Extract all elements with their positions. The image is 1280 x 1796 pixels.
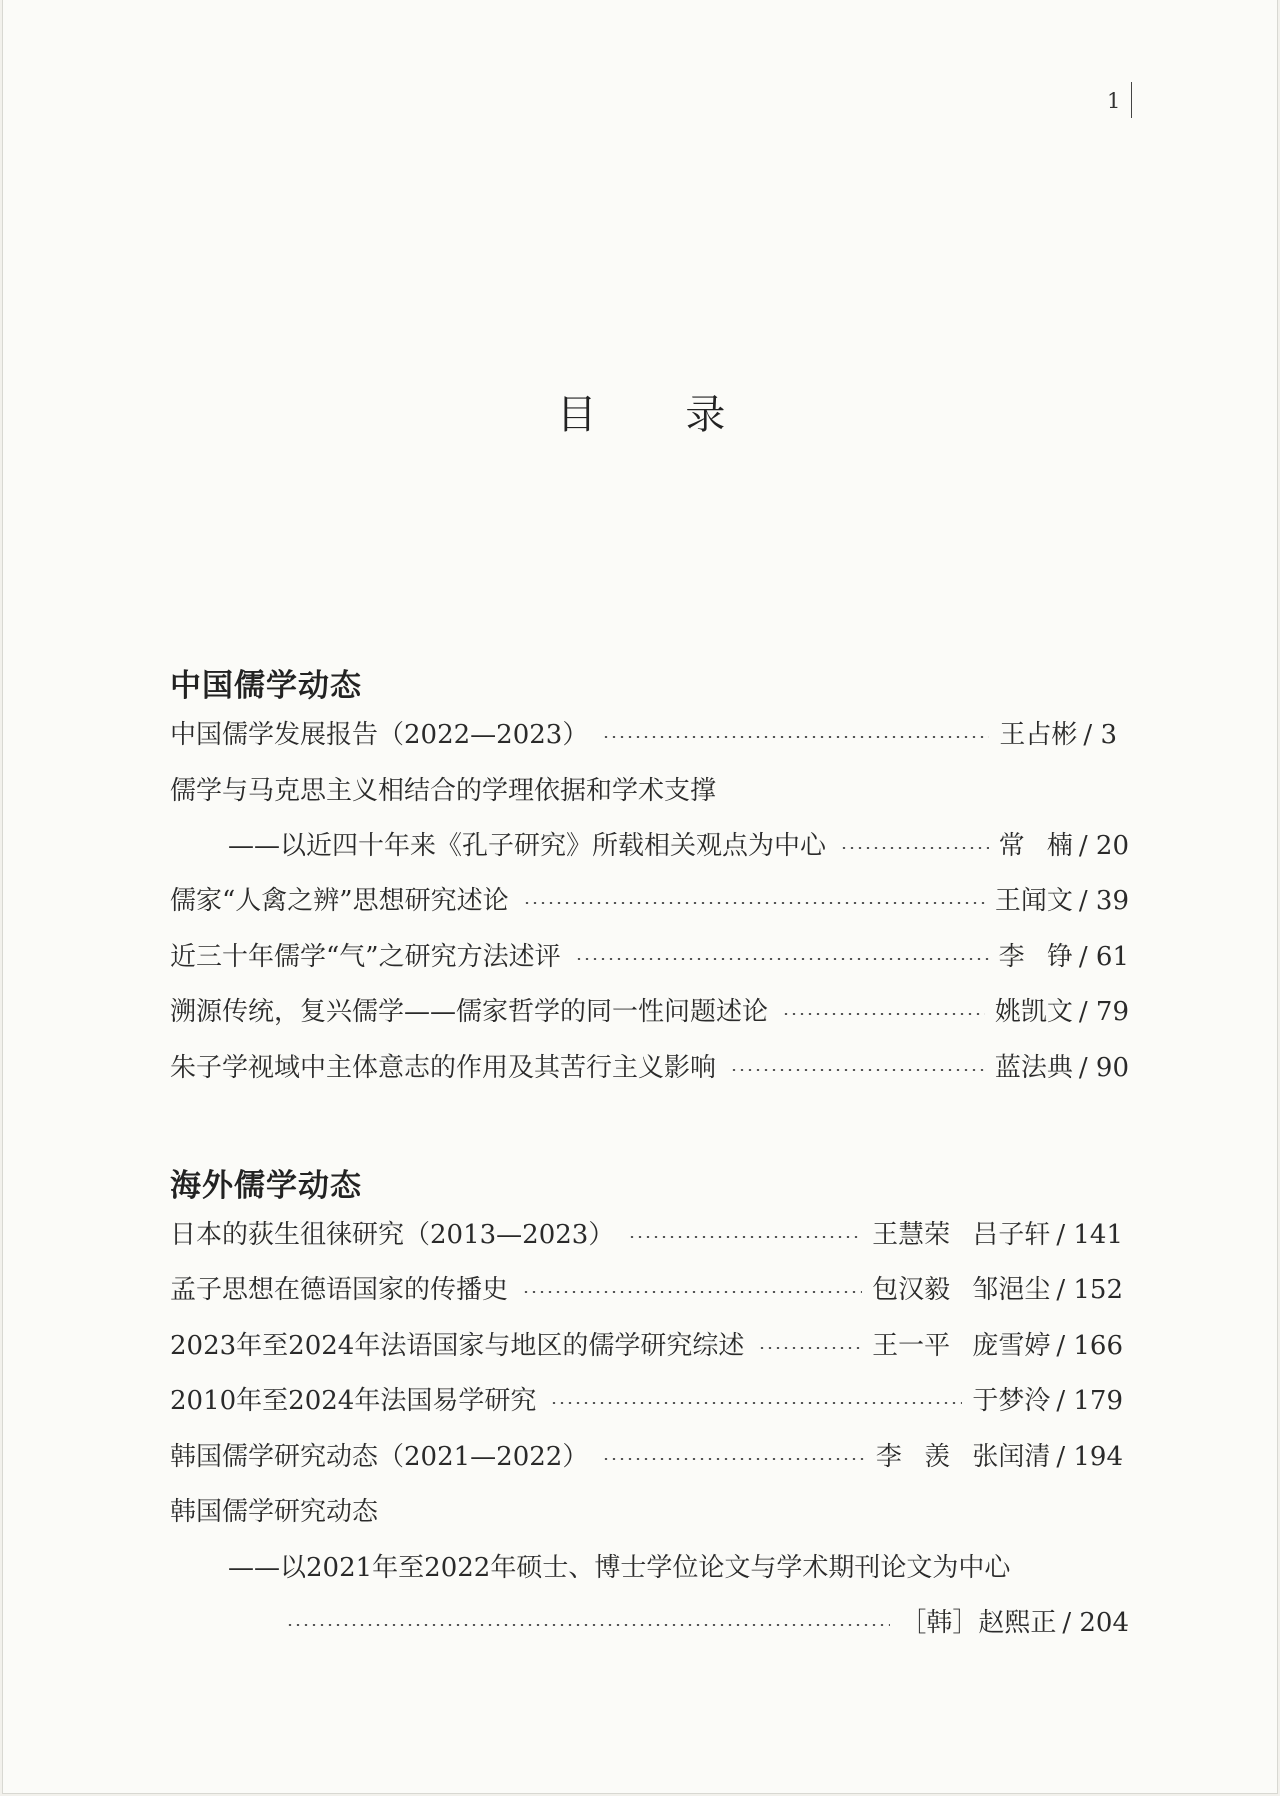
entry-author: 姚凯文	[994, 997, 1073, 1027]
dot-leader	[523, 902, 985, 904]
section-heading: 中国儒学动态	[170, 668, 362, 704]
entry-author: 王闻文	[994, 886, 1073, 916]
entry-page: / 194	[1056, 1442, 1123, 1472]
entry-page: / 141	[1056, 1220, 1123, 1250]
entry-subtitle: ——以2021年至2022年硕士、博士学位论文与学术期刊论文为中心	[228, 1553, 1011, 1583]
document-page	[2, 0, 1278, 1794]
entry-title: 溯源传统，复兴儒学——儒家哲学的同一性问题述论	[170, 997, 769, 1027]
entry-author: 王占彬	[999, 720, 1078, 750]
page-title: 目 录	[556, 392, 764, 438]
toc-entry[interactable]	[170, 715, 1117, 755]
toc-entry[interactable]	[286, 1603, 1129, 1643]
entry-author: 包汉毅 邹浥尘	[872, 1275, 1051, 1305]
entry-title[interactable]: 韩国儒学研究动态	[170, 1497, 379, 1527]
dot-leader	[758, 1347, 862, 1349]
entry-title: 中国儒学发展报告（2022—2023）	[170, 720, 589, 750]
dot-leader	[575, 958, 989, 960]
entry-title: 2010年至2024年法国易学研究	[170, 1386, 537, 1416]
dot-leader	[840, 847, 989, 849]
dot-leader	[602, 736, 989, 738]
section-heading: 海外儒学动态	[170, 1168, 362, 1204]
entry-author: 蓝法典	[994, 1053, 1073, 1083]
entry-page: / 3	[1083, 720, 1117, 750]
entry-title: 日本的荻生徂徕研究（2013—2023）	[170, 1220, 615, 1250]
toc-entry[interactable]	[170, 1437, 1123, 1477]
toc-entry[interactable]	[170, 1215, 1123, 1255]
header-rule	[1131, 82, 1132, 118]
entry-title: 韩国儒学研究动态（2021—2022）	[170, 1442, 589, 1472]
entry-author: 李 羡 张闰清	[875, 1442, 1051, 1472]
entry-page: / 179	[1056, 1386, 1123, 1416]
toc-entry[interactable]	[170, 881, 1129, 921]
toc-entry[interactable]	[170, 1270, 1123, 1310]
dot-leader	[602, 1458, 865, 1460]
entry-page: / 90	[1078, 1053, 1129, 1083]
toc-entry[interactable]	[170, 992, 1129, 1032]
page-number: 1	[1107, 89, 1121, 113]
toc-entry[interactable]	[170, 1326, 1123, 1366]
entry-title[interactable]: 儒学与马克思主义相结合的学理依据和学术支撑	[170, 776, 717, 806]
entry-author: ［韩］赵熙正	[900, 1608, 1057, 1638]
dot-leader	[628, 1236, 862, 1238]
entry-page: / 166	[1056, 1331, 1123, 1361]
entry-title: 孟子思想在德语国家的传播史	[170, 1275, 509, 1305]
entry-page: / 79	[1078, 997, 1129, 1027]
entry-author: 王慧荣 吕子轩	[872, 1220, 1051, 1250]
entry-author: 李 铮	[998, 942, 1073, 972]
entry-title: 儒家“人禽之辨”思想研究述论	[170, 886, 509, 916]
toc-entry[interactable]	[170, 937, 1129, 977]
entry-title: 朱子学视域中主体意志的作用及其苦行主义影响	[170, 1053, 717, 1083]
toc-entry[interactable]	[170, 1048, 1129, 1088]
entry-page: / 20	[1078, 831, 1129, 861]
entry-page: / 61	[1078, 942, 1129, 972]
entry-page: / 152	[1056, 1275, 1123, 1305]
dot-leader	[730, 1069, 985, 1071]
dot-leader	[522, 1291, 862, 1293]
entry-author: 于梦泠	[972, 1386, 1051, 1416]
entry-title: 2023年至2024年法语国家与地区的儒学研究综述	[170, 1331, 745, 1361]
toc-entry[interactable]	[170, 1381, 1123, 1421]
dot-leader	[782, 1013, 985, 1015]
dot-leader	[550, 1402, 962, 1404]
entry-page: / 204	[1062, 1608, 1129, 1638]
entry-page: / 39	[1078, 886, 1129, 916]
entry-subtitle: ——以近四十年来《孔子研究》所载相关观点为中心	[228, 831, 827, 861]
toc-entry[interactable]	[228, 826, 1129, 866]
entry-author: 王一平 庞雪婷	[872, 1331, 1051, 1361]
entry-title: 近三十年儒学“气”之研究方法述评	[170, 942, 561, 972]
dot-leader	[286, 1624, 890, 1626]
entry-author: 常 楠	[998, 831, 1073, 861]
